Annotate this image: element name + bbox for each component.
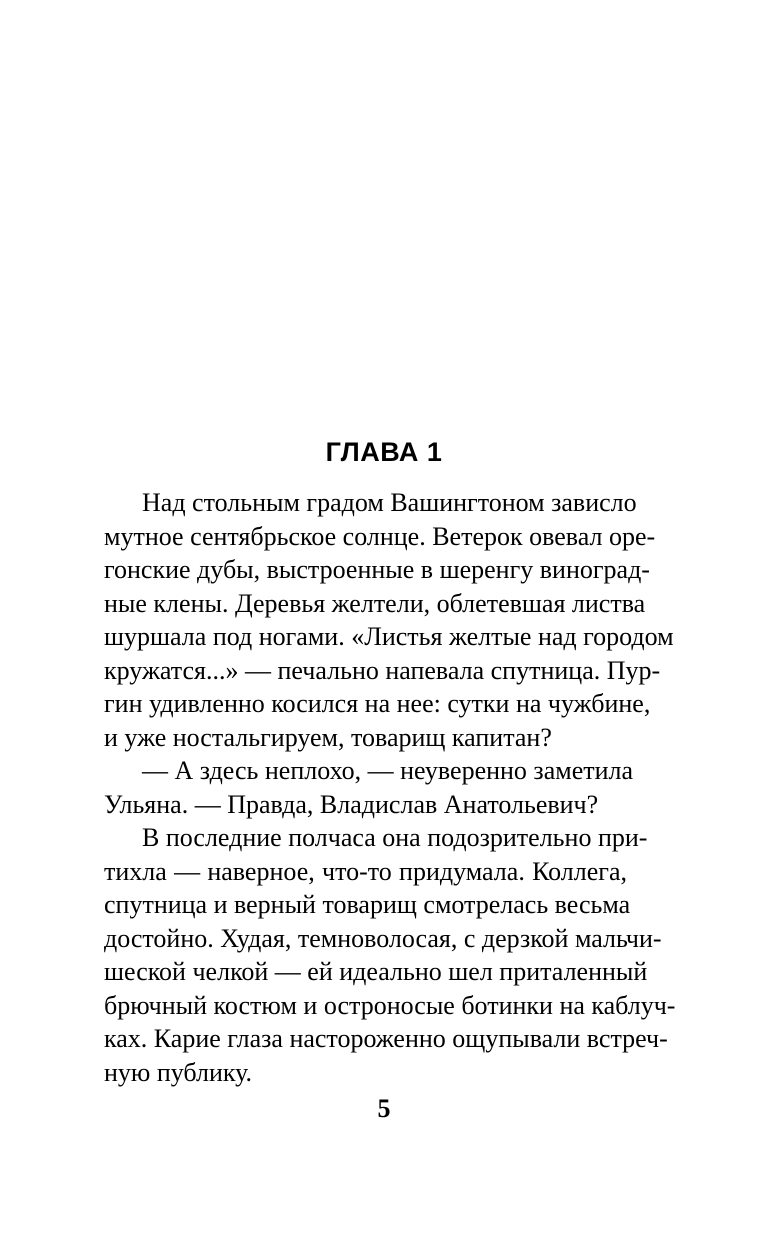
text-line: кружатся...» — печально напевала спутница. Пур- — [104, 655, 661, 685]
text-line: гин удивленно косился на нее: сутки на чужбине, — [104, 689, 651, 718]
paragraph — [104, 754, 634, 821]
text-line: тихла — наверное, что-то придумала. Коллега, — [104, 856, 627, 886]
text-line: Над стольным градом Вашингтоном зависло — [142, 488, 637, 517]
paragraph — [104, 486, 674, 754]
chapter-text — [104, 486, 676, 1089]
text-line: и уже ностальгируем, товарищ капитан? — [104, 722, 552, 752]
text-line: мутное сентябрьское солнце. Ветерок овевал оре- — [104, 521, 656, 551]
text-line: ные клены. Деревья желтели, облетевшая листва — [104, 588, 646, 618]
text-line: ную публику. — [104, 1057, 253, 1087]
text-line: шуршала под ногами. «Листья желтые над городом — [104, 622, 674, 651]
text-line: брючный костюм и остроносые ботинки на каблуч- — [104, 990, 676, 1020]
text-line: гонские дубы, выстроенные в шеренгу виноград- — [104, 555, 650, 584]
page-number: 5 — [377, 1094, 391, 1123]
text-line: Ульяна. — Правда, Владислав Анатольевич? — [104, 789, 599, 819]
text-line: достойно. Худая, темноволосая, с дерзкой мальчи- — [104, 923, 662, 953]
text-line: — А здесь неплохо, — неуверенно заметила — [142, 756, 634, 785]
chapter-title: ГЛАВА 1 — [325, 437, 443, 467]
paragraph — [104, 821, 676, 1089]
text-line: спутница и верный товарищ смотрелась весьма — [104, 890, 631, 919]
text-line: В последние полчаса она подозрительно при- — [142, 823, 648, 852]
text-line: шеской челкой — ей идеально шел приталенный — [104, 957, 648, 986]
text-line: ках. Карие глаза настороженно ощупывали встреч- — [104, 1024, 668, 1053]
